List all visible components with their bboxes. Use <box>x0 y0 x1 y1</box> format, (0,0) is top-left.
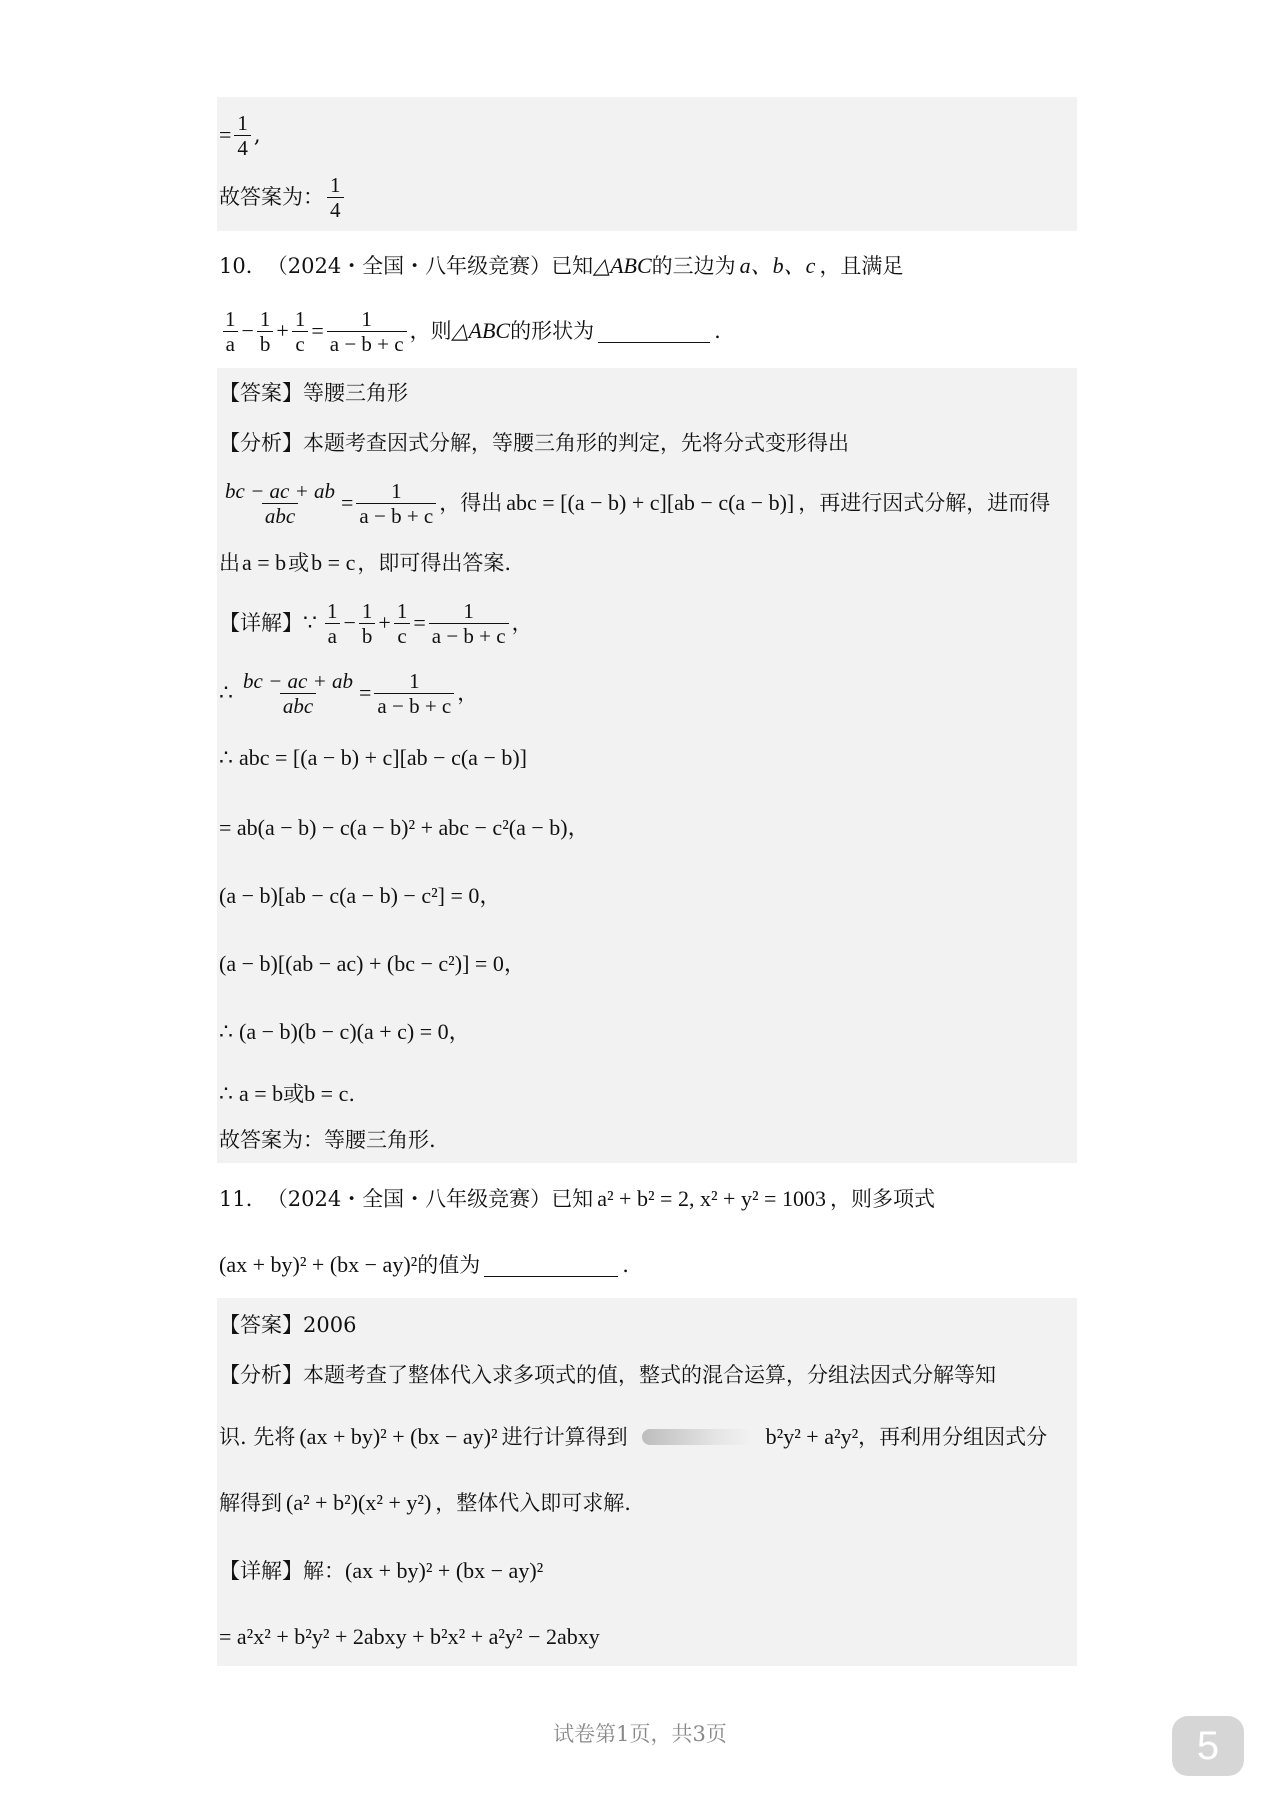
q10-detail-step-7: ∴ (a − b)(b − c)(a + c) = 0， <box>219 1019 471 1044</box>
q11-source: （2024・全国・八年级竞赛） <box>266 1187 552 1211</box>
q11-analysis-line-2: 识. 先将 (ax + by)² + (bx − ay)² 进行计算得到 b²y² + a²y² ，再利用分组因式分 <box>219 1424 1048 1449</box>
q11-analysis-line-3: 解得到 (a² + b²)(x² + y²) ，整体代入即可求解. <box>219 1490 631 1515</box>
prev-final-line: 故答案为： $\frac{1}{4}$ <box>219 172 347 222</box>
q10-triangle: △ABC <box>593 253 652 278</box>
q10-number: 10． <box>219 254 267 278</box>
q11-answer-blank <box>484 1254 618 1277</box>
q10-analysis-line-2: $\frac{bc - ac + ab}{\text{abc}}$ = $\frac{1}{a - b + c}$ ，得出 abc = [(a − b) + c][ab − c(a − b)] ，再进行因式分解，进而得 <box>225 478 1051 528</box>
q10-source: （2024・全国・八年级竞赛） <box>266 254 552 278</box>
q11-analysis-line-1: 【分析】 本题考查了整体代入求多项式的值，整式的混合运算，分组法因式分解等知 <box>219 1363 996 1387</box>
q10-analysis-line-3: 出 a = b 或 b = c ，即可得出答案. <box>219 550 512 575</box>
q11-stem-line-1: 11． （2024・全国・八年级竞赛） 已知 a² + b² = 2, x² + y² = 1003 ，则多项式 <box>219 1186 935 1211</box>
q11-stem-line-2: (ax + by)² + (bx − ay)² 的值为 . <box>219 1252 629 1277</box>
q11-detail-line-2: = a²x² + b²y² + 2abxy + b²x² + a²y² − 2abxy <box>219 1624 600 1649</box>
q10-detail-step-3: ∴ abc = [(a − b) + c][ab − c(a − b)] <box>219 745 527 770</box>
q10-answer: 【答案】 等腰三角形 <box>219 381 408 405</box>
q10-detail-step-4: = ab(a − b) − c(a − b)² + abc − c²(a − b)， <box>219 815 590 840</box>
q11-solution-block <box>217 1298 1077 1666</box>
q10-analysis-line-1: 【分析】 本题考查因式分解，等腰三角形的判定，先将分式变形得出 <box>219 431 849 455</box>
page-number-badge: 5 <box>1172 1716 1244 1776</box>
q10-final: 故答案为：等腰三角形. <box>219 1128 436 1152</box>
q11-answer: 【答案】 2006 <box>219 1313 357 1337</box>
prev-step-fraction: $\frac{1}{4}$ <box>234 111 251 160</box>
q11-number: 11． <box>219 1187 267 1211</box>
q10-detail-step-8: ∴ a = b 或 b = c . <box>219 1081 356 1106</box>
q10-stem-line-1: 10． （2024・全国・八年级竞赛） 已知 △ABC 的三边为 a、b、c ，且满足 <box>219 253 904 278</box>
prev-step-line: = $\frac{1}{4}$ , <box>219 110 261 160</box>
q10-detail-step-6: (a − b)[(ab − ac) + (bc − c²)] = 0， <box>219 951 526 976</box>
q10-detail-step-1: 【详解】 ∵ $\frac{1}{a}$ − $\frac{1}{b}$ + $\frac{1}{c}$ = $\frac{1}{a - b + c}$ ， <box>219 598 533 648</box>
q10-detail-step-2: ∴ $\frac{bc - ac + ab}{\text{abc}}$ = $\frac{1}{a - b + c}$ ， <box>219 668 479 718</box>
page-footer: 试卷第1页，共3页 <box>553 1722 727 1746</box>
prev-final-fraction: $\frac{1}{4}$ <box>327 173 344 222</box>
q10-answer-blank <box>598 320 710 343</box>
redacted-expression <box>642 1429 752 1445</box>
q11-detail-line-1: 【详解】 解： (ax + by)² + (bx − ay)² <box>219 1558 544 1583</box>
q10-stem-line-2: $\frac{1}{a}$ − $\frac{1}{b}$ + $\frac{1}{c}$ = $\frac{1}{a - b + c}$ ，则 △ABC 的形状为 . <box>219 304 721 358</box>
q10-detail-step-5: (a − b)[ab − c(a − b) − c²] = 0， <box>219 883 502 908</box>
